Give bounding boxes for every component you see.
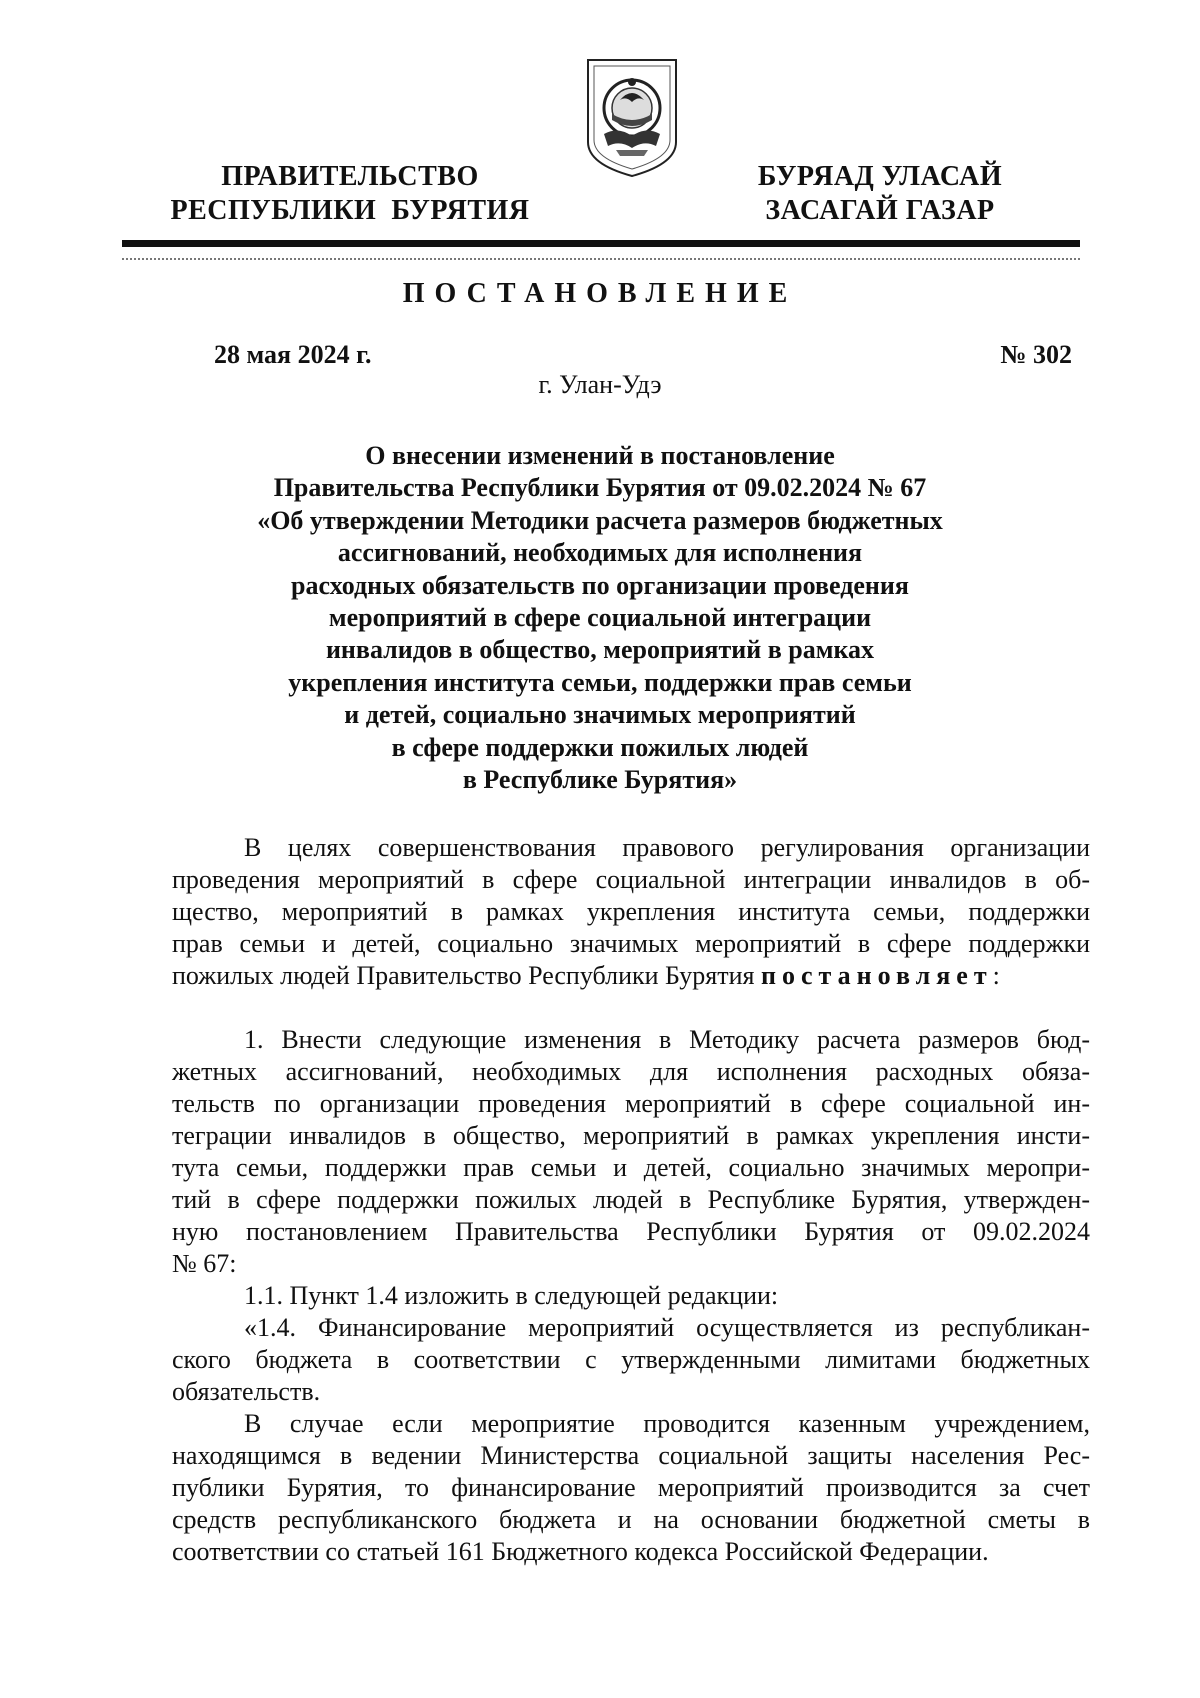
body-line: средств республиканского бюджета и на основании бюджетной сметы в: [172, 1505, 1090, 1534]
body-line: тута семьи, поддержки прав семьи и детей, социально значимых меропри-: [172, 1153, 1090, 1182]
body-line: В случае если мероприятие проводится казенным учреждением,: [244, 1409, 1090, 1438]
title-line: Правительства Республики Бурятия от 09.02.2024 № 67: [273, 473, 927, 503]
body-line: № 67:: [172, 1249, 237, 1278]
preamble-end: :: [992, 961, 1000, 990]
title-line: инвалидов в общество, мероприятий в рамках: [325, 635, 875, 665]
body-line: жетных ассигнований, необходимых для исполнения расходных обяза-: [172, 1057, 1090, 1086]
header-right-line1: БУРЯАД УЛАСАЙ: [757, 161, 1003, 192]
document-date: 28 мая 2024 г.: [214, 340, 372, 369]
body-line: 1. Внести следующие изменения в Методику расчета размеров бюд-: [244, 1025, 1090, 1054]
preamble-line: щество, мероприятий в рамках укрепления института семьи, поддержки: [172, 897, 1090, 926]
spaced-keyword: постановляет: [761, 961, 993, 990]
title-line: ассигнований, необходимых для исполнения: [337, 538, 863, 568]
title-line: О внесении изменений в постановление: [365, 441, 835, 470]
title-line: расходных обязательств по организации проведения: [291, 570, 909, 600]
preamble-last-text: пожилых людей Правительство Республики Бурятия: [172, 961, 761, 990]
title-line: в Республике Бурятия»: [462, 765, 738, 795]
title-line: укрепления института семьи, поддержки прав семьи: [288, 667, 912, 697]
body-line: соответствии со статьей 161 Бюджетного кодекса Российской Федерации.: [172, 1537, 989, 1566]
header-divider-dotted: [122, 258, 1080, 260]
document-city: г. Улан-Удэ: [538, 370, 662, 399]
title-line: мероприятий в сфере социальной интеграции: [328, 603, 872, 633]
header-right-line2: ЗАСАГАЙ ГАЗАР: [765, 195, 995, 226]
preamble-line: В целях совершенствования правового регулирования организации: [244, 833, 1090, 862]
header-left: [150, 160, 550, 228]
preamble-line: проведения мероприятий в сфере социальной интеграции инвалидов в об-: [172, 865, 1090, 894]
preamble-paragraph: [172, 832, 1090, 992]
header-divider-thick: [122, 240, 1080, 247]
body-line: «1.4. Финансирование мероприятий осуществляется из республикан-: [244, 1313, 1090, 1342]
title-line: в сфере поддержки пожилых людей: [391, 732, 809, 762]
body-line: ную постановлением Правительства Республики Бурятия от 09.02.2024: [172, 1217, 1090, 1246]
document-title: [200, 440, 1000, 796]
body-line: находящимся в ведении Министерства социальной защиты населения Рес-: [172, 1441, 1090, 1470]
body-line: тельств по организации проведения мероприятий в сфере социальной ин-: [172, 1089, 1090, 1118]
header-left-line2: РЕСПУБЛИКИ БУРЯТИЯ: [170, 195, 530, 226]
title-line: «Об утверждении Методики расчета размеров бюджетных: [257, 505, 943, 535]
body-line: публики Бурятия, то финансирование мероприятий производится за счет: [172, 1473, 1090, 1502]
coat-of-arms-icon: [582, 56, 682, 180]
body-line: теграции инвалидов в общество, мероприятий в рамках укрепления инсти-: [172, 1121, 1090, 1150]
header-right: [730, 160, 1030, 228]
body-line: обязательств.: [172, 1377, 321, 1406]
title-line: и детей, социально значимых мероприятий: [344, 700, 856, 730]
body-line: 1.1. Пункт 1.4 изложить в следующей редакции:: [244, 1281, 779, 1310]
body-line: тий в сфере поддержки пожилых людей в Республике Бурятия, утвержден-: [172, 1185, 1090, 1214]
document-number: № 302: [1000, 340, 1072, 369]
document-type: ПОСТАНОВЛЕНИЕ: [402, 278, 798, 309]
header-left-line1: ПРАВИТЕЛЬСТВО: [221, 161, 479, 192]
preamble-line: [172, 960, 1090, 992]
preamble-line: прав семьи и детей, социально значимых мероприятий в сфере поддержки: [172, 929, 1090, 958]
body-line: ского бюджета в соответствии с утвержденными лимитами бюджетных: [172, 1345, 1090, 1374]
body-text: [172, 1024, 1090, 1568]
